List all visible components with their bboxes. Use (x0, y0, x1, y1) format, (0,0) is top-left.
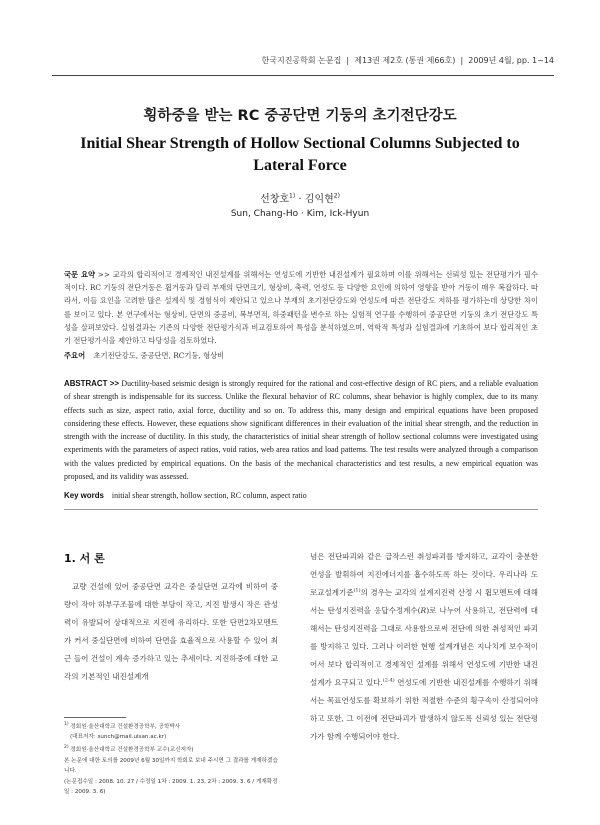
authors-korean (0, 190, 600, 205)
section-heading-introduction: 1. 서 론 (64, 552, 105, 565)
title-english: Initial Shear Strength of Hollow Sectional Columns Subjected to Lateral Force (80, 135, 520, 174)
abstract-korean-text: 교각의 합리적이고 경제적인 내진설계를 위해서는 연성도에 기반한 내진설계가 필요하며 이를 위해서는 신뢰성 있는 전단평가가 필수적이다. RC 기둥의 전단거동은 휨거동과 달리 부재의 단면크기, 형상비, 축력, 연성도 등 다양한 요인에 의하여 영향을 받아 거동이 매우 복잡하다. 따라서, 이들 요인을 고려한 많은 설계식 및 경험식이 제안되고 있으나 부재의 초기전단강도와 연성도에 따른 전단강도 저하를 평가하는데 상당한 차이를 보이고 있다. 본 연구에서는 형상비, 단면의 중공비, 복부면적, 하중패턴을 변수로 하는 실험적 연구를 수행하여 중공단면 기둥의 초기 전단강도 특성을 살펴보았다. 실험결과는 기존의 다양한 전단평가식과 비교검토하여 특성을 분석하였으며, 역학적 특성과 실험결과에 기초하여 보다 합리적인 초기 전단평가식을 제안하고 타당성을 검토하였다. (64, 270, 538, 346)
submission-dates: (논문접수일 : 2008. 10. 27 / 수정일 1차 : 2009. 1. 23, 2차 : 2009. 3. 6 / 게재확정일 : 2009. 3. 6) (64, 778, 278, 795)
author-2-mark: 2) (333, 192, 340, 200)
abstract-english (64, 377, 538, 483)
journal-volume: 제13권 제2호 (통권 제66호) (354, 56, 456, 65)
keywords-korean-label: 주요어 (64, 351, 86, 360)
intro-left-paragraph: 교량 건설에 있어 중공단면 교각은 중실단면 교각에 비하여 중량이 작아 하부구조물에 대한 부담이 작고, 지진 발생시 작은 관성력이 유발되어 상대적으로 지진에 유리하다. 또한 단면2차모멘트가 커서 중실단면에 비하여 단면을 효율적으로 사용할 수 있어 최근 들어 건설이 계속 증가하고 있는 추세이다. 지진하중에 대한 교각의 기본적인 내진설계개 (64, 582, 278, 681)
abstract-korean (64, 268, 538, 347)
symbol-R: R (420, 606, 427, 615)
keywords-english (64, 491, 538, 500)
citation-2-4: (2-4) (382, 677, 395, 684)
author-2: 김익현 (304, 194, 334, 205)
keywords-korean-text: 초기전단강도, 중공단면, RC기둥, 형상비 (93, 351, 225, 360)
header-rule (52, 75, 554, 76)
title-korean: 횡하중을 받는 RC 중공단면 기둥의 초기전단강도 (143, 108, 457, 124)
intro-right-paragraph: 념은 전단파괴와 같은 급작스런 취성파괴를 방지하고, 교각이 충분한 연성을 발휘하여 지진에너지를 흡수하도록 하는 것이다. 우리나라 도로교설계기준$^{(1)}$의 경우는 교각의 설계지진력 산정 시 휨모멘트에 대해서는 탄성지진력을 응답수정계수(R)로 나누어 사용하고, 전단력에 대해서는 탄성지진력을 그대로 사용함으로써 전단에 의한 취성적인 파괴를 방지하고 있다. 그러나 이러한 현행 설계개념은 지나치게 보수적이어서 보다 합리적이고 경제적인 설계를 위해서 연성도에 기반한 내진설계가 요구되고 있다.$^{(2-4)}$ 연성도에 기반한 내진설계를 수행하기 위해서는 목표연성도를 확보하기 위한 적절한 수준의 횡구속이 산정되어야 하고 또한, 그 이전에 전단파괴가 발생하지 않도록 신뢰성 있는 전단평가가 함께 수행되어야 한다. (310, 552, 539, 741)
footnotes (64, 720, 278, 798)
footnote-1-email: (대표저자: sunch@mail.ulsan.ac.kr) (70, 733, 167, 740)
abstract-english-label: ABSTRACT (64, 379, 108, 388)
author-1: 선창호 (260, 194, 290, 205)
keywords-english-label: Key words (64, 491, 104, 500)
abstract-english-arrows: >> (109, 379, 119, 388)
journal-header (0, 48, 600, 78)
footnote-1: $^{1)}$ 정회원·울산대학교 건설환경공학부, 공학박사 (대표저자: sunch@mail.ulsan.ac.kr) (64, 722, 181, 740)
abstract-divider (64, 509, 538, 510)
authors-english: Sun, Chang-Ho · Kim, Ick-Hyun (230, 209, 370, 219)
footnote-2: $^{2)}$ 정회원·울산대학교 건설환경공학부 교수(교신저자) (64, 744, 194, 753)
citation-1: (1) (353, 587, 361, 594)
author-1-mark: 1) (289, 192, 296, 200)
discussion-note: 본 논문에 대한 토의를 2009년 6월 30일까지 학회로 보내 주시면 그 결과를 게재하겠습니다. (64, 757, 278, 774)
abstract-english-text: Ductility-based seismic design is strongly required for the rational and cost-effective design of RC piers, and a reliable evaluation of shear strength is indispensable for its success. Unlike the flexural behavior of RC columns, shear behavior is highly complex, due to its many effects such as size, aspect ratio, axial force, ductility and so on. To address this, many design and empirical equations have been proposed considering these effects. However, these equations show significant differences in their evaluation of the initial shear strength, and the reduction in strength with the increase of ductility. In this study, the characteristics of initial shear strength of hollow sectional columns were investigated using experiments with the parameters of aspect ratios, void ratios, web area ratios and load patterns. The test results were analyzed through a comparison with the values predicted by empirical equations. On the basis of the mechanical characteristics and test results, a new empirical equation was proposed, and its validity was assessed. (64, 379, 538, 482)
keywords-english-text: initial shear strength, hollow section, RC column, aspect ratio (111, 491, 307, 500)
author-separator: · (298, 194, 302, 205)
journal-date-pages: 2009년 4월, pp. 1~14 (468, 56, 554, 65)
keywords-korean (64, 351, 538, 361)
abstract-korean-arrows: >> (97, 270, 111, 279)
abstract-korean-label: 국문 요약 (64, 270, 96, 279)
journal-header-text: 한국지진공학회 논문집 | 제13권 제2호 (통권 제66호) | 2009년 4월, pp. 1~14 (261, 56, 554, 65)
journal-name: 한국지진공학회 논문집 (261, 56, 342, 65)
footnote-divider (64, 717, 126, 718)
